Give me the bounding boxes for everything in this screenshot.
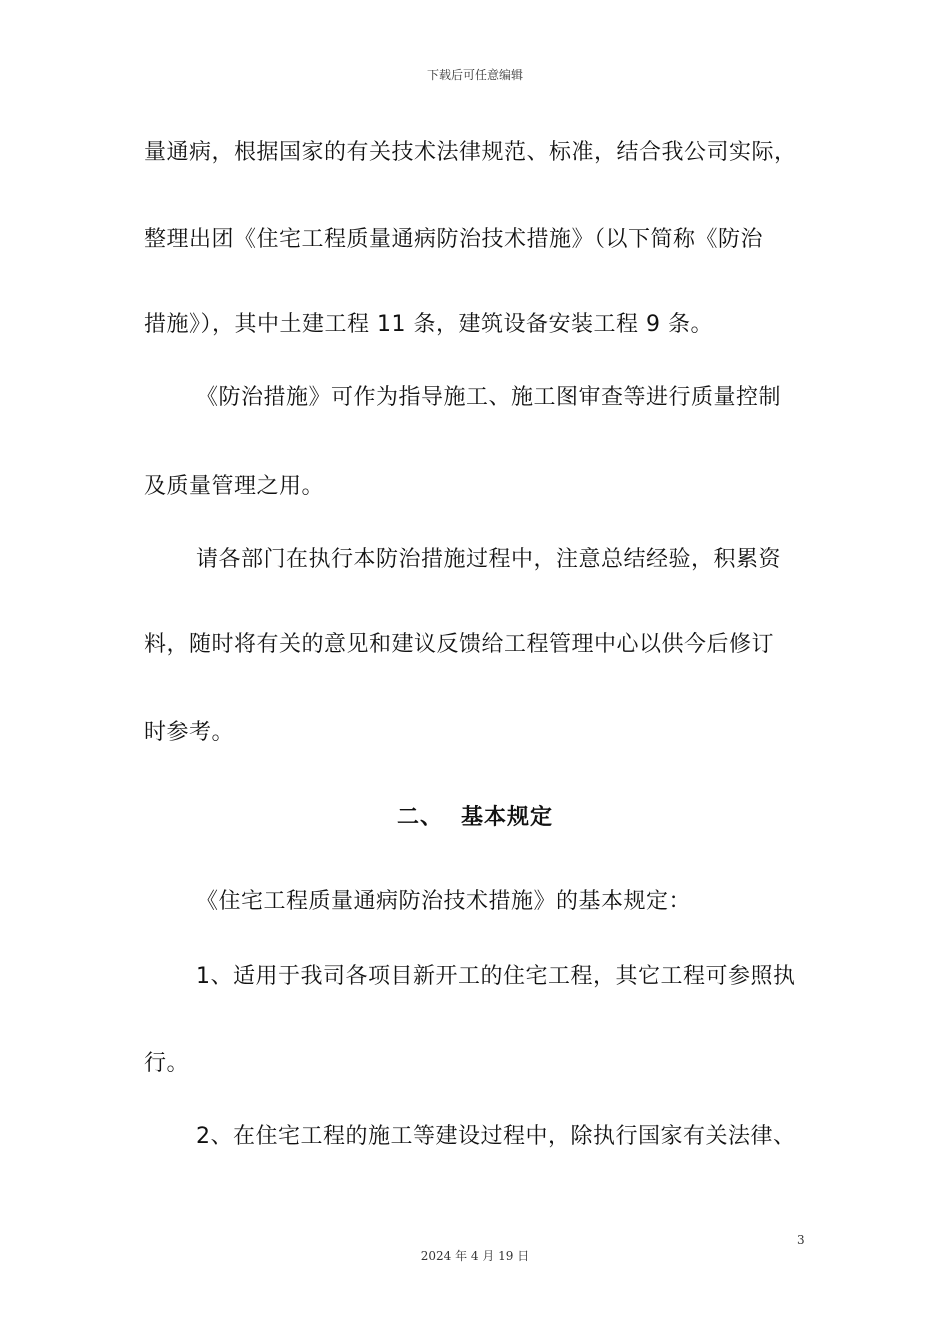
- page-header: 下载后可任意编辑: [426, 68, 523, 82]
- list-item-line: 1、适用于我司各项目新开工的住宅工程，其它工程可参照执: [196, 964, 796, 989]
- paragraph-line: 及质量管理之用。: [144, 474, 325, 499]
- page-footer-date: 2024 年 4 月 19 日: [420, 1249, 530, 1263]
- paragraph-line: 量通病，根据国家的有关技术法律规范、标准，结合我公司实际，: [144, 140, 797, 165]
- section-heading: [0, 803, 950, 833]
- section-title: 基本规定: [461, 805, 554, 830]
- page-number: 3: [797, 1233, 805, 1247]
- paragraph-line: 《防治措施》可作为指导施工、施工图审查等进行质量控制: [196, 385, 782, 410]
- list-item-line: 行。: [144, 1051, 190, 1076]
- paragraph-line: 整理出团《住宅工程质量通病防治技术措施》（以下简称《防治: [144, 227, 764, 252]
- paragraph-line: 料，随时将有关的意见和建议反馈给工程管理中心以供今后修订: [144, 632, 775, 657]
- paragraph-line: 请各部门在执行本防治措施过程中，注意总结经验，积累资: [196, 547, 782, 572]
- paragraph-line: 《住宅工程质量通病防治技术措施》的基本规定：: [196, 889, 692, 914]
- paragraph-line: 时参考。: [144, 720, 235, 745]
- section-number: 二、: [396, 805, 443, 830]
- list-item-line: 2、在住宅工程的施工等建设过程中，除执行国家有关法律、: [196, 1124, 796, 1149]
- paragraph-line: 措施》），其中土建工程 11 条，建筑设备安装工程 9 条。: [144, 312, 713, 337]
